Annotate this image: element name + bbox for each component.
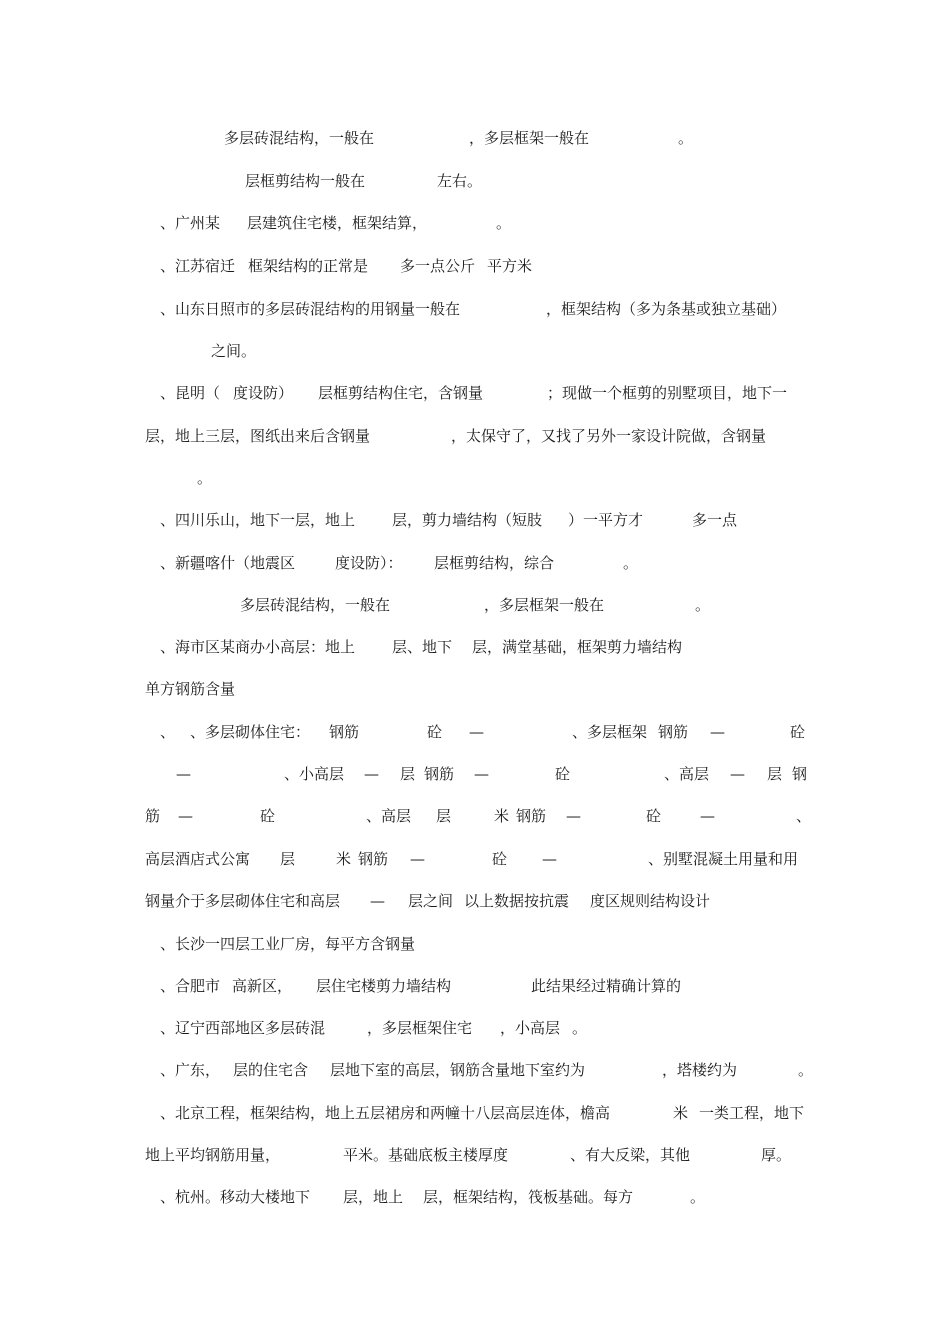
text-line: 此结果经过精确计算的 xyxy=(531,977,682,995)
text-line: 、广州某 xyxy=(160,214,221,232)
text-line: 砼 xyxy=(260,807,276,825)
text-line: 层 xyxy=(767,765,783,783)
text-line: 层 xyxy=(280,850,296,868)
text-line: 层建筑住宅楼，框架结算， xyxy=(247,214,428,232)
text-line: 。 xyxy=(695,596,711,614)
text-line: 、高层 xyxy=(664,765,710,783)
text-line: 层，满堂基础，框架剪力墙结构 xyxy=(472,638,683,656)
text-line: — xyxy=(364,765,379,783)
text-line: 砼 xyxy=(790,723,806,741)
text-line: ）一平方才 xyxy=(568,511,644,529)
section-heading: 单方钢筋含量 xyxy=(145,680,236,698)
text-line: 钢量介于多层砌体住宅和高层 xyxy=(145,892,341,910)
text-line: 、多层砌体住宅： xyxy=(190,723,311,741)
text-line: 砼 xyxy=(492,850,508,868)
text-line: 度设防） xyxy=(233,384,294,402)
text-line: 层框剪结构，综合 xyxy=(434,554,555,572)
text-line: 框架结构的正常是 xyxy=(248,257,369,275)
text-line: ，小高层 xyxy=(500,1019,561,1037)
text-line: ，太保守了，又找了另外一家设计院做，含钢量 xyxy=(451,427,767,445)
text-line: 之间。 xyxy=(211,342,257,360)
text-line: 、江苏宿迁 xyxy=(160,257,236,275)
text-line: — xyxy=(542,850,557,868)
text-line: 钢筋 xyxy=(424,765,455,783)
text-line: 层框剪结构一般在 xyxy=(245,172,366,190)
text-line: 度区规则结构设计 xyxy=(590,892,711,910)
text-line: 钢筋 xyxy=(358,850,389,868)
text-line: — xyxy=(469,723,484,741)
text-line: 多层砖混结构，一般在 xyxy=(240,596,391,614)
text-line: 。 xyxy=(798,1061,814,1079)
text-line: ，塔楼约为 xyxy=(662,1061,738,1079)
text-line: 砼 xyxy=(427,723,443,741)
text-line: ，多层框架一般在 xyxy=(469,129,590,147)
text-line: 、多层框架 xyxy=(572,723,648,741)
text-line: ，多层框架住宅 xyxy=(367,1019,473,1037)
text-line: 层之间 xyxy=(408,892,454,910)
text-line: 、辽宁西部地区多层砖混 xyxy=(160,1019,326,1037)
text-line: 。 xyxy=(623,554,639,572)
text-line: 厚。 xyxy=(761,1146,792,1164)
text-line: 层地下室的高层，钢筋含量地下室约为 xyxy=(330,1061,586,1079)
text-line: 、北京工程，框架结构，地上五层裙房和两幢十八层高层连体，檐高 xyxy=(160,1104,611,1122)
text-line: 层，地上 xyxy=(343,1188,404,1206)
text-line: 、别墅混凝土用量和用 xyxy=(648,850,799,868)
text-line: ；现做一个框剪的别墅项目，地下一 xyxy=(547,384,788,402)
text-line: 左右。 xyxy=(437,172,483,190)
text-line: 钢筋 xyxy=(658,723,689,741)
text-line: 。 xyxy=(496,214,512,232)
text-line: 平米。基础底板主楼厚度 xyxy=(343,1146,509,1164)
text-line: 层、地下 xyxy=(392,638,453,656)
text-line: 、高层 xyxy=(366,807,412,825)
text-line: 高新区， xyxy=(232,977,293,995)
text-line: 。 xyxy=(572,1019,588,1037)
text-line: 多一点 xyxy=(692,511,738,529)
text-line: 层，地上三层，图纸出来后含钢量 xyxy=(145,427,371,445)
text-line: 砼 xyxy=(646,807,662,825)
text-line: 、新疆喀什（地震区 xyxy=(160,554,296,572)
text-line: ，框架结构（多为条基或独立基础） xyxy=(546,300,787,318)
text-line: — xyxy=(730,765,745,783)
text-line: 平方米 xyxy=(487,257,533,275)
text-line: 钢筋 xyxy=(516,807,547,825)
text-line: 、广东， xyxy=(160,1061,221,1079)
text-line: 、有大反梁，其他 xyxy=(570,1146,691,1164)
text-line: 、 xyxy=(796,807,812,825)
text-line: 层住宅楼剪力墙结构 xyxy=(316,977,452,995)
text-line: 高层酒店式公寓 xyxy=(145,850,251,868)
text-line: 。 xyxy=(197,469,213,487)
text-line: 、小高层 xyxy=(284,765,345,783)
text-line: 度设防）： xyxy=(335,554,403,572)
text-line: ，多层框架一般在 xyxy=(484,596,605,614)
text-line: — xyxy=(474,765,489,783)
text-line: 以上数据按抗震 xyxy=(464,892,570,910)
text-line: — xyxy=(370,892,385,910)
text-line: 、杭州。移动大楼地下 xyxy=(160,1188,311,1206)
text-line: 、昆明（ xyxy=(160,384,221,402)
text-line: 、 xyxy=(160,723,176,741)
text-line: 砼 xyxy=(555,765,571,783)
text-line: 层框剪结构住宅，含钢量 xyxy=(318,384,484,402)
text-line: 多一点公斤 xyxy=(400,257,476,275)
text-line: 米 xyxy=(494,807,510,825)
text-line: 米 xyxy=(336,850,352,868)
text-line: 、四川乐山，地下一层，地上 xyxy=(160,511,356,529)
text-line: — xyxy=(700,807,715,825)
text-line: — xyxy=(566,807,581,825)
text-line: 。 xyxy=(678,129,694,147)
text-line: 。 xyxy=(690,1188,706,1206)
text-line: 一类工程，地下 xyxy=(699,1104,805,1122)
text-line: 层，剪力墙结构（短肢 xyxy=(392,511,543,529)
text-line: — xyxy=(410,850,425,868)
text-line: 钢筋 xyxy=(329,723,360,741)
text-line: 钢 xyxy=(792,765,808,783)
text-line: 、长沙一四层工业厂房，每平方含钢量 xyxy=(160,935,416,953)
text-line: 多层砖混结构，一般在 xyxy=(224,129,375,147)
text-line: 筋 xyxy=(145,807,161,825)
text-line: 层 xyxy=(436,807,452,825)
text-line: 、海市区某商办小高层：地上 xyxy=(160,638,356,656)
text-line: 、合肥市 xyxy=(160,977,221,995)
text-line: — xyxy=(178,807,193,825)
text-line: — xyxy=(710,723,725,741)
text-line: 、山东日照市的多层砖混结构的用钢量一般在 xyxy=(160,300,461,318)
text-line: 层，框架结构，筏板基础。每方 xyxy=(423,1188,634,1206)
text-line: 米 xyxy=(673,1104,689,1122)
text-line: 地上平均钢筋用量， xyxy=(145,1146,281,1164)
text-line: — xyxy=(176,765,191,783)
text-line: 层 xyxy=(400,765,416,783)
text-line: 层的住宅含 xyxy=(233,1061,309,1079)
